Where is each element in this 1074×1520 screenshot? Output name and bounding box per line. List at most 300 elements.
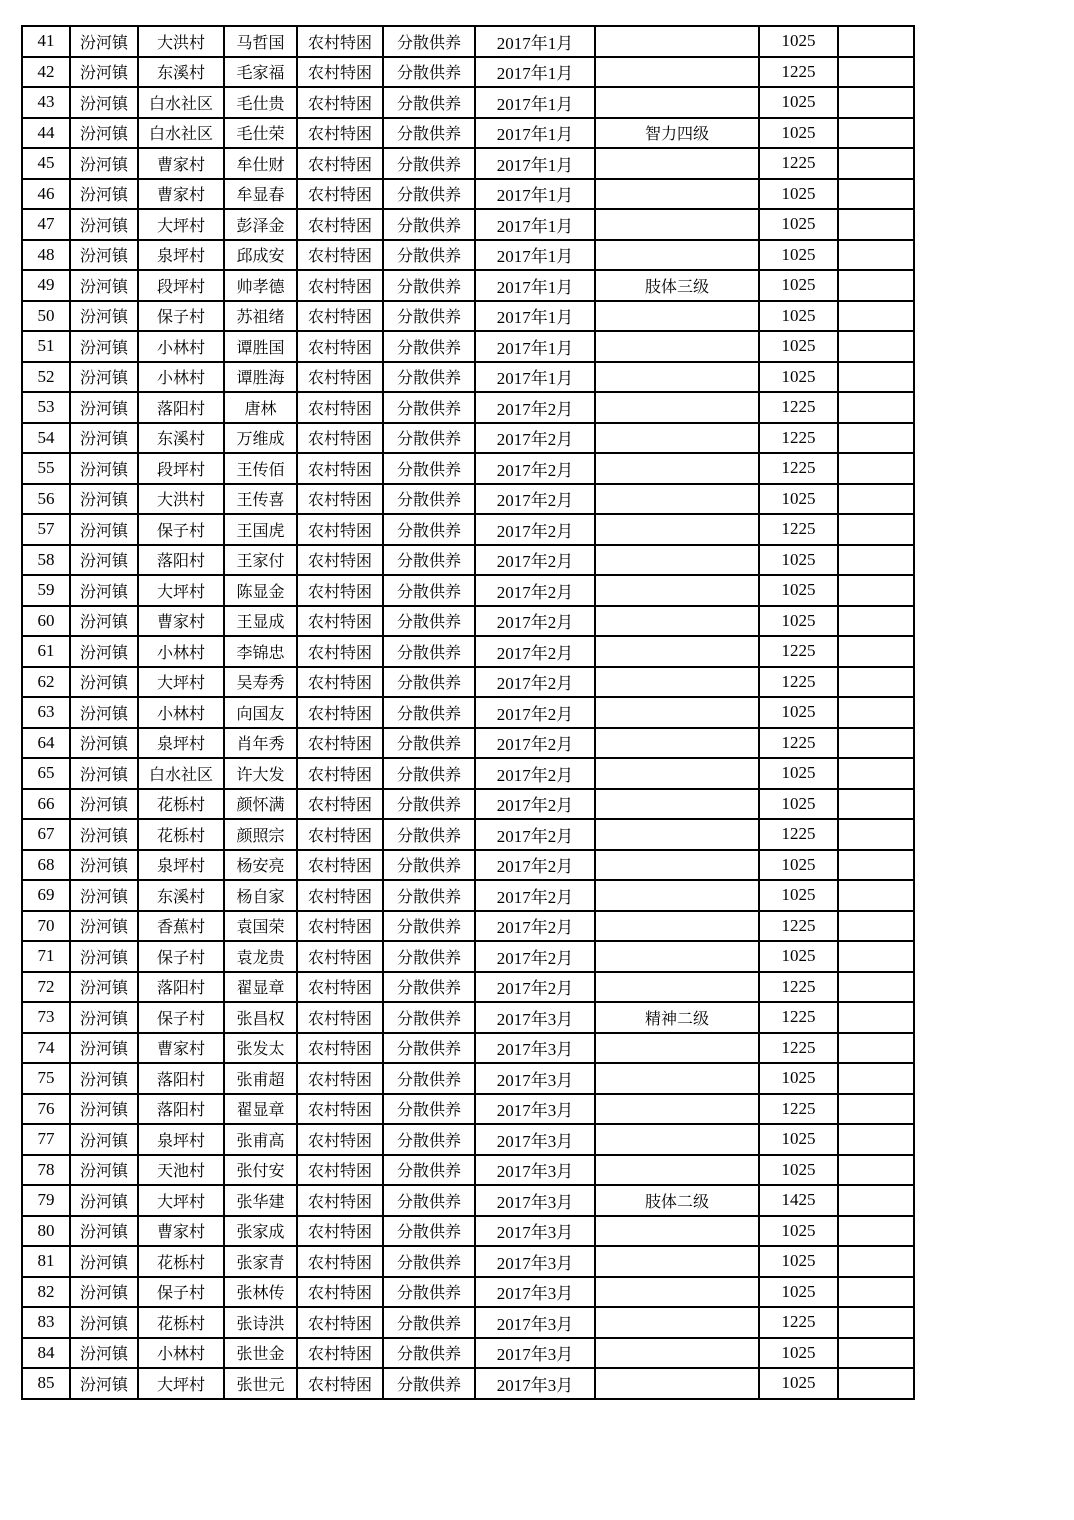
town-cell: 汾河镇 <box>70 87 138 118</box>
name-cell: 毛仕贵 <box>224 87 297 118</box>
name-cell: 马哲国 <box>224 26 297 57</box>
category-cell: 农村特困 <box>297 667 383 698</box>
disability-cell <box>595 697 759 728</box>
table-row <box>22 87 914 118</box>
start-date-cell: 2017年1月 <box>475 209 595 240</box>
village-cell: 花栎村 <box>138 789 224 820</box>
category-cell: 农村特困 <box>297 1338 383 1369</box>
village-cell: 小林村 <box>138 1338 224 1369</box>
support-type-cell: 分散供养 <box>383 911 475 942</box>
name-cell: 张林传 <box>224 1277 297 1308</box>
start-date-cell: 2017年3月 <box>475 1277 595 1308</box>
remark-cell <box>838 1033 914 1064</box>
town-cell: 汾河镇 <box>70 1307 138 1338</box>
town-cell: 汾河镇 <box>70 453 138 484</box>
category-cell: 农村特困 <box>297 545 383 576</box>
name-cell: 张世金 <box>224 1338 297 1369</box>
table-row <box>22 362 914 393</box>
amount-cell: 1025 <box>759 789 838 820</box>
amount-cell: 1025 <box>759 118 838 149</box>
disability-cell <box>595 26 759 57</box>
name-cell: 张家青 <box>224 1246 297 1277</box>
name-cell: 王显成 <box>224 606 297 637</box>
support-type-cell: 分散供养 <box>383 789 475 820</box>
support-type-cell: 分散供养 <box>383 331 475 362</box>
disability-cell <box>595 972 759 1003</box>
village-cell: 落阳村 <box>138 392 224 423</box>
village-cell: 落阳村 <box>138 1063 224 1094</box>
disability-cell <box>595 362 759 393</box>
support-type-cell: 分散供养 <box>383 728 475 759</box>
name-cell: 袁国荣 <box>224 911 297 942</box>
remark-cell <box>838 1368 914 1399</box>
amount-cell: 1225 <box>759 453 838 484</box>
remark-cell <box>838 1094 914 1125</box>
support-type-cell: 分散供养 <box>383 87 475 118</box>
village-cell: 东溪村 <box>138 57 224 88</box>
table-row <box>22 1246 914 1277</box>
remark-cell <box>838 331 914 362</box>
amount-cell: 1025 <box>759 545 838 576</box>
name-cell: 帅孝德 <box>224 270 297 301</box>
remark-cell <box>838 26 914 57</box>
disability-cell <box>595 209 759 240</box>
row-number: 44 <box>22 118 70 149</box>
support-type-cell: 分散供养 <box>383 575 475 606</box>
start-date-cell: 2017年1月 <box>475 240 595 271</box>
remark-cell <box>838 758 914 789</box>
town-cell: 汾河镇 <box>70 697 138 728</box>
amount-cell: 1025 <box>759 758 838 789</box>
disability-cell <box>595 667 759 698</box>
town-cell: 汾河镇 <box>70 179 138 210</box>
village-cell: 保子村 <box>138 1002 224 1033</box>
village-cell: 白水社区 <box>138 758 224 789</box>
category-cell: 农村特困 <box>297 1124 383 1155</box>
row-number: 60 <box>22 606 70 637</box>
remark-cell <box>838 179 914 210</box>
table-row <box>22 453 914 484</box>
start-date-cell: 2017年2月 <box>475 789 595 820</box>
town-cell: 汾河镇 <box>70 148 138 179</box>
name-cell: 牟仕财 <box>224 148 297 179</box>
table-row <box>22 972 914 1003</box>
disability-cell <box>595 728 759 759</box>
table-body <box>22 26 914 1399</box>
town-cell: 汾河镇 <box>70 606 138 637</box>
support-type-cell: 分散供养 <box>383 545 475 576</box>
row-number: 74 <box>22 1033 70 1064</box>
village-cell: 段坪村 <box>138 453 224 484</box>
category-cell: 农村特困 <box>297 1033 383 1064</box>
support-type-cell: 分散供养 <box>383 850 475 881</box>
roster-table <box>21 25 915 1400</box>
category-cell: 农村特困 <box>297 789 383 820</box>
start-date-cell: 2017年2月 <box>475 941 595 972</box>
table-row <box>22 1033 914 1064</box>
village-cell: 东溪村 <box>138 880 224 911</box>
village-cell: 保子村 <box>138 514 224 545</box>
category-cell: 农村特困 <box>297 1155 383 1186</box>
row-number: 51 <box>22 331 70 362</box>
amount-cell: 1025 <box>759 87 838 118</box>
remark-cell <box>838 819 914 850</box>
category-cell: 农村特困 <box>297 911 383 942</box>
support-type-cell: 分散供养 <box>383 606 475 637</box>
disability-cell <box>595 484 759 515</box>
row-number: 42 <box>22 57 70 88</box>
name-cell: 谭胜海 <box>224 362 297 393</box>
disability-cell <box>595 1307 759 1338</box>
village-cell: 保子村 <box>138 301 224 332</box>
amount-cell: 1225 <box>759 667 838 698</box>
remark-cell <box>838 575 914 606</box>
start-date-cell: 2017年1月 <box>475 87 595 118</box>
table-row <box>22 819 914 850</box>
remark-cell <box>838 880 914 911</box>
support-type-cell: 分散供养 <box>383 1063 475 1094</box>
table-row <box>22 209 914 240</box>
table-row <box>22 606 914 637</box>
support-type-cell: 分散供养 <box>383 148 475 179</box>
category-cell: 农村特困 <box>297 1277 383 1308</box>
town-cell: 汾河镇 <box>70 667 138 698</box>
town-cell: 汾河镇 <box>70 545 138 576</box>
row-number: 75 <box>22 1063 70 1094</box>
table-row <box>22 1094 914 1125</box>
remark-cell <box>838 1124 914 1155</box>
amount-cell: 1025 <box>759 850 838 881</box>
start-date-cell: 2017年3月 <box>475 1185 595 1216</box>
disability-cell <box>595 331 759 362</box>
start-date-cell: 2017年1月 <box>475 270 595 301</box>
town-cell: 汾河镇 <box>70 514 138 545</box>
town-cell: 汾河镇 <box>70 1338 138 1369</box>
village-cell: 曹家村 <box>138 179 224 210</box>
start-date-cell: 2017年1月 <box>475 179 595 210</box>
category-cell: 农村特困 <box>297 728 383 759</box>
name-cell: 毛仕荣 <box>224 118 297 149</box>
amount-cell: 1225 <box>759 423 838 454</box>
village-cell: 东溪村 <box>138 423 224 454</box>
start-date-cell: 2017年3月 <box>475 1155 595 1186</box>
table-row <box>22 1216 914 1247</box>
support-type-cell: 分散供养 <box>383 392 475 423</box>
start-date-cell: 2017年2月 <box>475 667 595 698</box>
row-number: 52 <box>22 362 70 393</box>
town-cell: 汾河镇 <box>70 1277 138 1308</box>
town-cell: 汾河镇 <box>70 331 138 362</box>
town-cell: 汾河镇 <box>70 575 138 606</box>
name-cell: 张付安 <box>224 1155 297 1186</box>
category-cell: 农村特困 <box>297 148 383 179</box>
remark-cell <box>838 636 914 667</box>
name-cell: 翟显章 <box>224 1094 297 1125</box>
town-cell: 汾河镇 <box>70 362 138 393</box>
category-cell: 农村特困 <box>297 118 383 149</box>
village-cell: 小林村 <box>138 331 224 362</box>
name-cell: 张诗洪 <box>224 1307 297 1338</box>
row-number: 76 <box>22 1094 70 1125</box>
village-cell: 大坪村 <box>138 1185 224 1216</box>
remark-cell <box>838 484 914 515</box>
row-number: 85 <box>22 1368 70 1399</box>
village-cell: 花栎村 <box>138 1307 224 1338</box>
start-date-cell: 2017年2月 <box>475 636 595 667</box>
table-row <box>22 758 914 789</box>
table-row <box>22 392 914 423</box>
village-cell: 曹家村 <box>138 606 224 637</box>
remark-cell <box>838 301 914 332</box>
town-cell: 汾河镇 <box>70 1246 138 1277</box>
disability-cell <box>595 240 759 271</box>
disability-cell <box>595 57 759 88</box>
name-cell: 牟显春 <box>224 179 297 210</box>
name-cell: 彭泽金 <box>224 209 297 240</box>
category-cell: 农村特困 <box>297 1185 383 1216</box>
start-date-cell: 2017年1月 <box>475 57 595 88</box>
support-type-cell: 分散供养 <box>383 1368 475 1399</box>
disability-cell <box>595 1124 759 1155</box>
disability-cell <box>595 758 759 789</box>
remark-cell <box>838 972 914 1003</box>
disability-cell <box>595 87 759 118</box>
amount-cell: 1225 <box>759 1033 838 1064</box>
town-cell: 汾河镇 <box>70 880 138 911</box>
village-cell: 白水社区 <box>138 118 224 149</box>
amount-cell: 1025 <box>759 606 838 637</box>
support-type-cell: 分散供养 <box>383 118 475 149</box>
category-cell: 农村特困 <box>297 270 383 301</box>
row-number: 80 <box>22 1216 70 1247</box>
village-cell: 大洪村 <box>138 484 224 515</box>
name-cell: 许大发 <box>224 758 297 789</box>
disability-cell: 智力四级 <box>595 118 759 149</box>
row-number: 61 <box>22 636 70 667</box>
start-date-cell: 2017年1月 <box>475 301 595 332</box>
category-cell: 农村特困 <box>297 941 383 972</box>
table-row <box>22 667 914 698</box>
start-date-cell: 2017年2月 <box>475 484 595 515</box>
village-cell: 小林村 <box>138 697 224 728</box>
table-row <box>22 911 914 942</box>
support-type-cell: 分散供养 <box>383 1002 475 1033</box>
remark-cell <box>838 1155 914 1186</box>
remark-cell <box>838 911 914 942</box>
disability-cell <box>595 453 759 484</box>
start-date-cell: 2017年1月 <box>475 362 595 393</box>
amount-cell: 1025 <box>759 1216 838 1247</box>
amount-cell: 1425 <box>759 1185 838 1216</box>
town-cell: 汾河镇 <box>70 1216 138 1247</box>
village-cell: 大坪村 <box>138 1368 224 1399</box>
table-row <box>22 1368 914 1399</box>
row-number: 78 <box>22 1155 70 1186</box>
disability-cell <box>595 392 759 423</box>
support-type-cell: 分散供养 <box>383 880 475 911</box>
start-date-cell: 2017年1月 <box>475 148 595 179</box>
town-cell: 汾河镇 <box>70 1185 138 1216</box>
category-cell: 农村特困 <box>297 758 383 789</box>
row-number: 81 <box>22 1246 70 1277</box>
town-cell: 汾河镇 <box>70 1094 138 1125</box>
start-date-cell: 2017年3月 <box>475 1307 595 1338</box>
disability-cell <box>595 1338 759 1369</box>
support-type-cell: 分散供养 <box>383 1094 475 1125</box>
disability-cell <box>595 1033 759 1064</box>
category-cell: 农村特困 <box>297 423 383 454</box>
amount-cell: 1025 <box>759 941 838 972</box>
village-cell: 泉坪村 <box>138 1124 224 1155</box>
village-cell: 天池村 <box>138 1155 224 1186</box>
support-type-cell: 分散供养 <box>383 1155 475 1186</box>
start-date-cell: 2017年1月 <box>475 331 595 362</box>
table-row <box>22 575 914 606</box>
category-cell: 农村特困 <box>297 606 383 637</box>
row-number: 48 <box>22 240 70 271</box>
name-cell: 陈显金 <box>224 575 297 606</box>
remark-cell <box>838 453 914 484</box>
table-row <box>22 728 914 759</box>
row-number: 54 <box>22 423 70 454</box>
town-cell: 汾河镇 <box>70 240 138 271</box>
row-number: 58 <box>22 545 70 576</box>
start-date-cell: 2017年2月 <box>475 972 595 1003</box>
town-cell: 汾河镇 <box>70 1033 138 1064</box>
remark-cell <box>838 1002 914 1033</box>
table-row <box>22 26 914 57</box>
row-number: 82 <box>22 1277 70 1308</box>
name-cell: 杨自家 <box>224 880 297 911</box>
remark-cell <box>838 728 914 759</box>
start-date-cell: 2017年2月 <box>475 697 595 728</box>
category-cell: 农村特困 <box>297 819 383 850</box>
name-cell: 张甫高 <box>224 1124 297 1155</box>
name-cell: 颜怀满 <box>224 789 297 820</box>
amount-cell: 1225 <box>759 1307 838 1338</box>
village-cell: 段坪村 <box>138 270 224 301</box>
amount-cell: 1025 <box>759 362 838 393</box>
disability-cell: 肢体三级 <box>595 270 759 301</box>
remark-cell <box>838 1063 914 1094</box>
name-cell: 向国友 <box>224 697 297 728</box>
table-row <box>22 301 914 332</box>
amount-cell: 1225 <box>759 1002 838 1033</box>
category-cell: 农村特困 <box>297 1063 383 1094</box>
roster-sheet <box>21 25 915 1400</box>
remark-cell <box>838 118 914 149</box>
row-number: 47 <box>22 209 70 240</box>
disability-cell <box>595 880 759 911</box>
disability-cell <box>595 1277 759 1308</box>
name-cell: 王家付 <box>224 545 297 576</box>
row-number: 59 <box>22 575 70 606</box>
town-cell: 汾河镇 <box>70 941 138 972</box>
table-row <box>22 850 914 881</box>
village-cell: 大坪村 <box>138 667 224 698</box>
start-date-cell: 2017年2月 <box>475 453 595 484</box>
row-number: 45 <box>22 148 70 179</box>
row-number: 62 <box>22 667 70 698</box>
name-cell: 邱成安 <box>224 240 297 271</box>
start-date-cell: 2017年2月 <box>475 880 595 911</box>
amount-cell: 1025 <box>759 697 838 728</box>
support-type-cell: 分散供养 <box>383 1033 475 1064</box>
name-cell: 翟显章 <box>224 972 297 1003</box>
name-cell: 谭胜国 <box>224 331 297 362</box>
amount-cell: 1025 <box>759 484 838 515</box>
table-row <box>22 1124 914 1155</box>
category-cell: 农村特困 <box>297 87 383 118</box>
town-cell: 汾河镇 <box>70 423 138 454</box>
remark-cell <box>838 1246 914 1277</box>
remark-cell <box>838 1216 914 1247</box>
start-date-cell: 2017年1月 <box>475 26 595 57</box>
village-cell: 曹家村 <box>138 148 224 179</box>
start-date-cell: 2017年2月 <box>475 758 595 789</box>
amount-cell: 1225 <box>759 148 838 179</box>
table-row <box>22 1338 914 1369</box>
start-date-cell: 2017年2月 <box>475 545 595 576</box>
amount-cell: 1025 <box>759 575 838 606</box>
village-cell: 落阳村 <box>138 545 224 576</box>
disability-cell <box>595 1216 759 1247</box>
row-number: 84 <box>22 1338 70 1369</box>
amount-cell: 1025 <box>759 26 838 57</box>
town-cell: 汾河镇 <box>70 209 138 240</box>
remark-cell <box>838 1338 914 1369</box>
village-cell: 花栎村 <box>138 1246 224 1277</box>
support-type-cell: 分散供养 <box>383 1277 475 1308</box>
remark-cell <box>838 697 914 728</box>
start-date-cell: 2017年2月 <box>475 728 595 759</box>
support-type-cell: 分散供养 <box>383 1185 475 1216</box>
start-date-cell: 2017年2月 <box>475 514 595 545</box>
start-date-cell: 2017年2月 <box>475 606 595 637</box>
table-row <box>22 636 914 667</box>
support-type-cell: 分散供养 <box>383 270 475 301</box>
table-row <box>22 514 914 545</box>
support-type-cell: 分散供养 <box>383 697 475 728</box>
support-type-cell: 分散供养 <box>383 484 475 515</box>
village-cell: 泉坪村 <box>138 728 224 759</box>
village-cell: 曹家村 <box>138 1216 224 1247</box>
village-cell: 花栎村 <box>138 819 224 850</box>
town-cell: 汾河镇 <box>70 1063 138 1094</box>
table-row <box>22 789 914 820</box>
start-date-cell: 2017年3月 <box>475 1033 595 1064</box>
category-cell: 农村特困 <box>297 880 383 911</box>
category-cell: 农村特困 <box>297 575 383 606</box>
village-cell: 香蕉村 <box>138 911 224 942</box>
support-type-cell: 分散供养 <box>383 1338 475 1369</box>
name-cell: 苏祖绪 <box>224 301 297 332</box>
name-cell: 王国虎 <box>224 514 297 545</box>
support-type-cell: 分散供养 <box>383 179 475 210</box>
disability-cell <box>595 941 759 972</box>
start-date-cell: 2017年2月 <box>475 392 595 423</box>
category-cell: 农村特困 <box>297 1216 383 1247</box>
amount-cell: 1225 <box>759 514 838 545</box>
start-date-cell: 2017年2月 <box>475 575 595 606</box>
amount-cell: 1025 <box>759 270 838 301</box>
category-cell: 农村特困 <box>297 362 383 393</box>
disability-cell <box>595 1063 759 1094</box>
row-number: 64 <box>22 728 70 759</box>
start-date-cell: 2017年2月 <box>475 850 595 881</box>
disability-cell <box>595 789 759 820</box>
support-type-cell: 分散供养 <box>383 57 475 88</box>
